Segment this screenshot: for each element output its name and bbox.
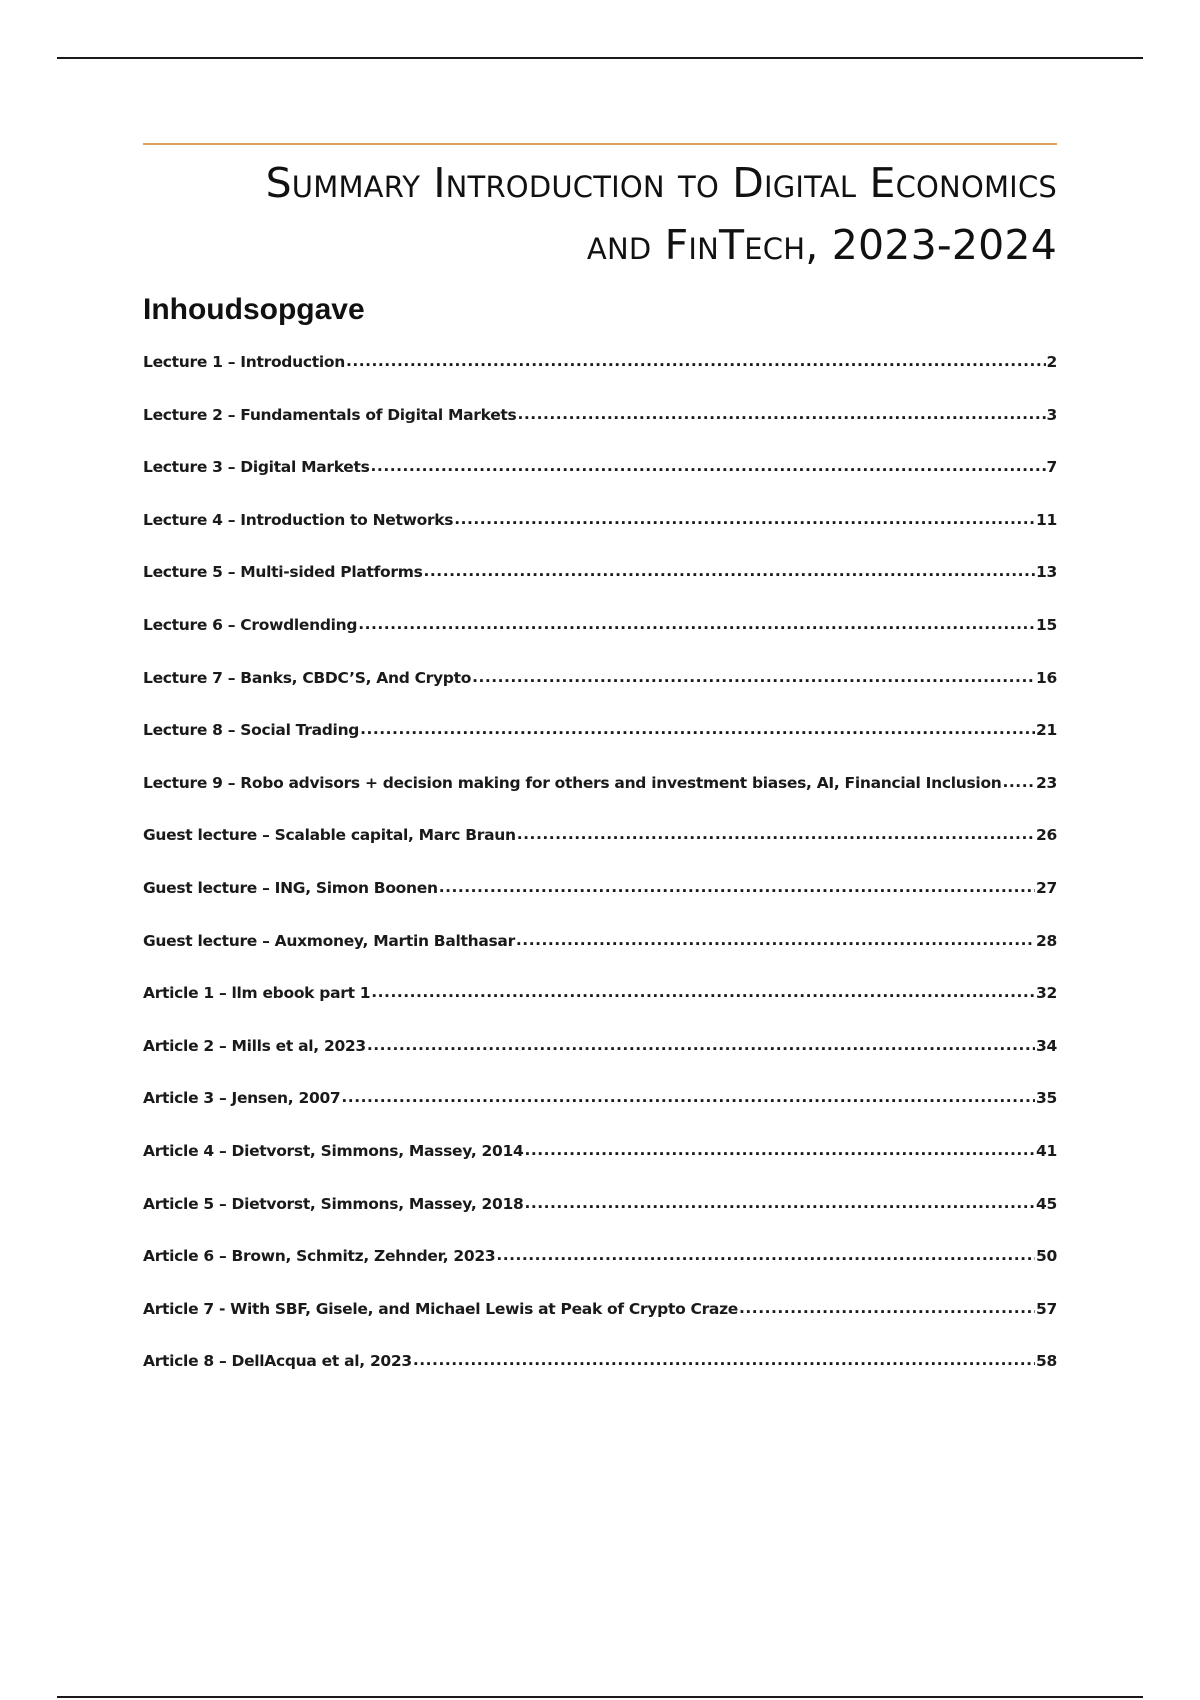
toc-dot-leader: [341, 1087, 1035, 1107]
toc-entry-page-number[interactable]: 3: [1046, 405, 1057, 424]
toc-entry[interactable]: [143, 773, 1057, 826]
toc-entry-title[interactable]: Lecture 2 – Fundamentals of Digital Markets: [143, 405, 517, 424]
toc-entry-title[interactable]: Article 7 - With SBF, Gisele, and Michael Lewis at Peak of Crypto Craze: [143, 1299, 739, 1318]
toc-entry-title[interactable]: Lecture 9 – Robo advisors + decision making for others and investment biases, AI, Financial Inclusion: [143, 773, 1002, 792]
toc-entry[interactable]: [143, 1194, 1057, 1247]
toc-dot-leader: [739, 1298, 1035, 1318]
toc-entry[interactable]: [143, 352, 1057, 405]
toc-dot-leader: [367, 1035, 1035, 1055]
toc-entry-page-number[interactable]: 15: [1036, 615, 1057, 634]
toc-dot-leader: [360, 719, 1035, 739]
toc-entry[interactable]: [143, 1088, 1057, 1141]
toc-entry[interactable]: [143, 825, 1057, 878]
toc-dot-leader: [371, 982, 1035, 1002]
toc-entry-title[interactable]: Article 2 – Mills et al, 2023: [143, 1036, 366, 1055]
toc-dot-leader: [454, 509, 1035, 529]
toc-entry[interactable]: [143, 1351, 1057, 1404]
toc-dot-leader: [524, 1193, 1035, 1213]
page-bottom-border: [57, 1696, 1143, 1698]
toc-entry[interactable]: [143, 668, 1057, 721]
title-line-2: and FinTech, 2023-2024: [586, 221, 1057, 269]
toc-entry-title[interactable]: Lecture 6 – Crowdlending: [143, 615, 358, 634]
toc-entry-title[interactable]: Guest lecture – Scalable capital, Marc Braun: [143, 826, 516, 845]
toc-entry-title[interactable]: Guest lecture – ING, Simon Boonen: [143, 878, 438, 897]
toc-entry-page-number[interactable]: 7: [1046, 458, 1057, 477]
toc-entry[interactable]: [143, 1299, 1057, 1352]
toc-entry-page-number[interactable]: 34: [1036, 1036, 1057, 1055]
title-line-1: Summary Introduction to Digital Economics: [265, 159, 1057, 207]
toc-entry-page-number[interactable]: 26: [1036, 826, 1057, 845]
toc-dot-leader: [371, 456, 1046, 476]
toc-entry[interactable]: [143, 615, 1057, 668]
toc-entry-page-number[interactable]: 21: [1036, 721, 1057, 740]
toc-dot-leader: [472, 667, 1035, 687]
toc-entry-title[interactable]: Lecture 7 – Banks, CBDC’S, And Crypto: [143, 668, 472, 687]
toc-dot-leader: [496, 1245, 1035, 1265]
title-accent-rule: [143, 143, 1057, 145]
toc-entry-page-number[interactable]: 2: [1046, 353, 1057, 371]
toc-dot-leader: [517, 404, 1045, 424]
toc-entry[interactable]: [143, 1141, 1057, 1194]
toc-entry[interactable]: [143, 878, 1057, 931]
toc-entry-page-number[interactable]: 35: [1036, 1089, 1057, 1108]
toc-entry-page-number[interactable]: 50: [1036, 1247, 1057, 1266]
table-of-contents: [143, 352, 1057, 1404]
toc-entry-page-number[interactable]: 32: [1036, 984, 1057, 1003]
toc-entry-title[interactable]: Lecture 1 – Introduction: [143, 353, 345, 371]
toc-entry-page-number[interactable]: 13: [1036, 563, 1057, 582]
toc-entry-title[interactable]: Article 5 – Dietvorst, Simmons, Massey, 2018: [143, 1194, 524, 1213]
toc-entry-page-number[interactable]: 16: [1036, 668, 1057, 687]
toc-entry[interactable]: [143, 931, 1057, 984]
toc-dot-leader: [413, 1350, 1035, 1370]
toc-entry-page-number[interactable]: 58: [1036, 1352, 1057, 1371]
toc-dot-leader: [516, 930, 1035, 950]
toc-entry[interactable]: [143, 562, 1057, 615]
toc-entry-title[interactable]: Article 3 – Jensen, 2007: [143, 1089, 341, 1108]
toc-entry[interactable]: [143, 1246, 1057, 1299]
toc-entry-title[interactable]: Lecture 8 – Social Trading: [143, 721, 360, 740]
toc-entry-page-number[interactable]: 57: [1036, 1299, 1057, 1318]
toc-dot-leader: [524, 1140, 1035, 1160]
toc-entry-page-number[interactable]: 28: [1036, 931, 1057, 950]
toc-dot-leader: [346, 351, 1046, 371]
toc-entry-page-number[interactable]: 27: [1036, 878, 1057, 897]
toc-entry[interactable]: [143, 405, 1057, 458]
toc-entry[interactable]: [143, 510, 1057, 563]
toc-entry-page-number[interactable]: 41: [1036, 1141, 1057, 1160]
toc-dot-leader: [1003, 772, 1035, 792]
toc-entry-title[interactable]: Article 4 – Dietvorst, Simmons, Massey, 2014: [143, 1141, 524, 1160]
toc-entry[interactable]: [143, 457, 1057, 510]
toc-entry-title[interactable]: Article 8 – DellAcqua et al, 2023: [143, 1352, 412, 1371]
toc-entry-title[interactable]: Article 1 – llm ebook part 1: [143, 984, 371, 1003]
toc-entry-page-number[interactable]: 23: [1036, 773, 1057, 792]
toc-entry[interactable]: [143, 720, 1057, 773]
toc-entry-title[interactable]: Lecture 4 – Introduction to Networks: [143, 510, 454, 529]
toc-entry-title[interactable]: Article 6 – Brown, Schmitz, Zehnder, 2023: [143, 1247, 496, 1266]
toc-dot-leader: [439, 877, 1035, 897]
toc-heading: Inhoudsopgave: [143, 293, 365, 326]
toc-dot-leader: [424, 561, 1035, 581]
toc-entry-page-number[interactable]: 11: [1036, 510, 1057, 529]
toc-entry-title[interactable]: Guest lecture – Auxmoney, Martin Balthasar: [143, 931, 515, 950]
toc-dot-leader: [358, 614, 1035, 634]
toc-dot-leader: [517, 824, 1035, 844]
toc-entry-title[interactable]: Lecture 5 – Multi-sided Platforms: [143, 563, 423, 582]
page-top-border: [57, 57, 1143, 59]
toc-entry[interactable]: [143, 1036, 1057, 1089]
toc-entry[interactable]: [143, 983, 1057, 1036]
toc-entry-page-number[interactable]: 45: [1036, 1194, 1057, 1213]
toc-entry-title[interactable]: Lecture 3 – Digital Markets: [143, 458, 370, 477]
document-title: [143, 152, 1057, 276]
